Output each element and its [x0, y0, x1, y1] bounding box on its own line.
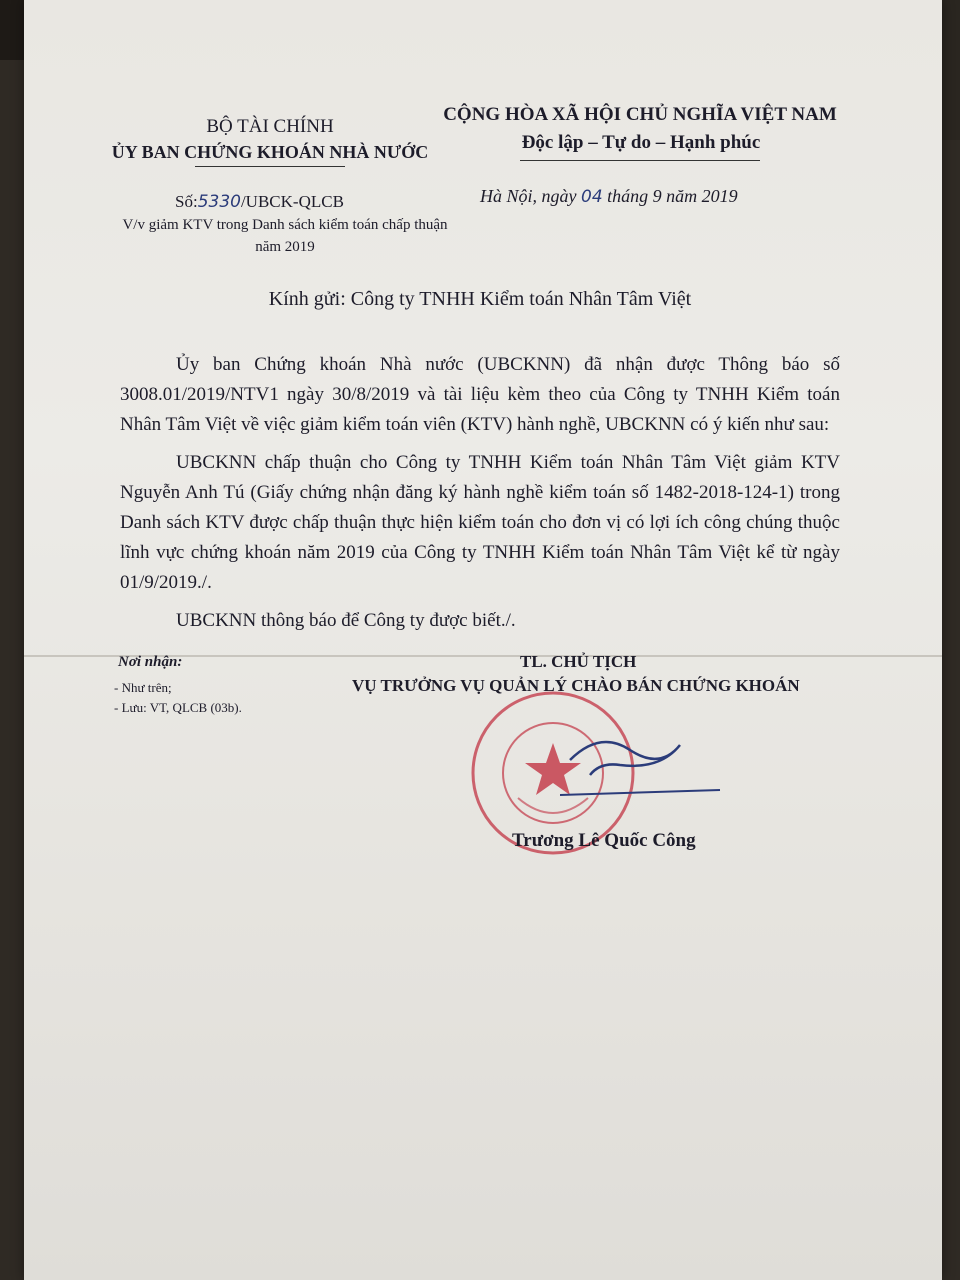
document-number — [175, 192, 344, 212]
number-suffix: /UBCK-QLCB — [240, 192, 344, 211]
ministry-name: BỘ TÀI CHÍNH — [206, 116, 334, 137]
signer-name: Trương Lê Quốc Công — [512, 830, 696, 851]
header-rule — [195, 166, 345, 167]
signer-title: VỤ TRƯỞNG VỤ QUẢN LÝ CHÀO BÁN CHỨNG KHOÁN — [352, 676, 800, 695]
recipient-item: - Như trên; — [114, 680, 172, 695]
signature-scribble — [560, 720, 730, 820]
document-subject: V/v giảm KTV trong Danh sách kiểm toán chấp thuận năm 2019 — [122, 217, 448, 255]
recipients-label: Nơi nhận: — [118, 654, 183, 670]
recipient-item: - Lưu: VT, QLCB (03b). — [114, 700, 242, 715]
handwritten-number: 5330 — [197, 192, 241, 212]
place-date — [480, 186, 738, 207]
number-prefix: Số: — [175, 192, 198, 211]
body-paragraph: Ủy ban Chứng khoán Nhà nước (UBCKNN) đã nhận được Thông báo số 3008.01/2019/NTV1 ngày 30/8/2019 và tài liệu kèm theo của Công ty TNHH Kiểm toán Nhân Tâm Việt về việc giảm kiểm toán viên (KTV) hành nghề, UBCKNN có ý kiến như sau: — [120, 354, 840, 435]
body-paragraph: UBCKNN thông báo để Công ty được biết./. — [176, 610, 516, 631]
signature-authority: TL. CHỦ TỊCH — [520, 652, 637, 671]
recipient-line: Kính gửi: Công ty TNHH Kiểm toán Nhân Tâm Việt — [268, 288, 692, 310]
country-name: CỘNG HÒA XÃ HỘI CHỦ NGHĨA VIỆT NAM — [443, 104, 837, 125]
header-rule — [520, 160, 760, 161]
date-prefix: Hà Nội, ngày — [480, 186, 577, 206]
body-paragraph: UBCKNN chấp thuận cho Công ty TNHH Kiểm toán Nhân Tâm Việt giảm KTV Nguyễn Anh Tú (Giấy chứng nhận đăng ký hành nghề kiểm toán số 1482-2018-124-1) trong Danh sách KTV được chấp thuận thực hiện kiểm toán cho đơn vị có lợi ích công chúng thuộc lĩnh vực chứng khoán năm 2019 của Công ty TNHH Kiểm toán Nhân Tâm Việt kể từ ngày 01/9/2019./. — [120, 452, 840, 593]
letter-body — [120, 350, 840, 644]
national-motto: Độc lập – Tự do – Hạnh phúc — [521, 132, 761, 153]
commission-name: ỦY BAN CHỨNG KHOÁN NHÀ NƯỚC — [111, 142, 429, 162]
handwritten-day: 04 — [581, 187, 603, 207]
date-suffix: tháng 9 năm 2019 — [607, 186, 738, 206]
